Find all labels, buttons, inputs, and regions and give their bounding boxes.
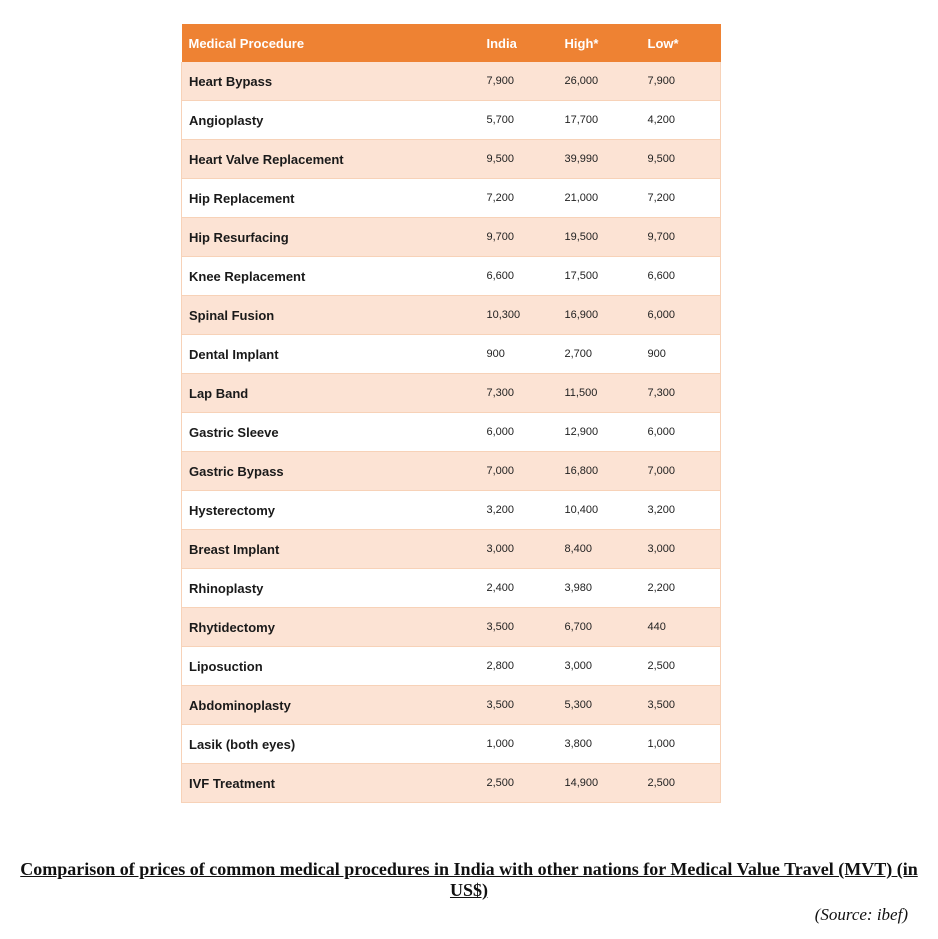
procedure-cell: Lasik (both eyes) — [182, 725, 480, 764]
low-price-cell: 9,700 — [641, 218, 721, 257]
low-price-cell: 7,300 — [641, 374, 721, 413]
high-price-cell: 10,400 — [558, 491, 641, 530]
india-price-cell: 9,500 — [480, 140, 558, 179]
table-row — [182, 530, 721, 569]
india-price-cell: 3,000 — [480, 530, 558, 569]
low-price-cell: 6,000 — [641, 296, 721, 335]
high-price-cell: 6,700 — [558, 608, 641, 647]
india-price-cell: 6,000 — [480, 413, 558, 452]
india-price-cell: 9,700 — [480, 218, 558, 257]
table-caption: Comparison of prices of common medical procedures in India with other nations for Medical Value Travel (MVT) (in US$) — [20, 859, 918, 900]
table-row — [182, 179, 721, 218]
table-row — [182, 491, 721, 530]
india-price-cell: 6,600 — [480, 257, 558, 296]
india-price-cell: 2,500 — [480, 764, 558, 803]
high-price-cell: 16,800 — [558, 452, 641, 491]
low-price-cell: 3,500 — [641, 686, 721, 725]
table-row — [182, 647, 721, 686]
price-comparison-table-container — [181, 24, 720, 803]
table-row — [182, 257, 721, 296]
high-price-cell: 12,900 — [558, 413, 641, 452]
table-row — [182, 608, 721, 647]
table-row — [182, 413, 721, 452]
table-row — [182, 101, 721, 140]
high-price-cell: 21,000 — [558, 179, 641, 218]
high-price-cell: 8,400 — [558, 530, 641, 569]
low-price-cell: 7,200 — [641, 179, 721, 218]
high-price-cell: 26,000 — [558, 62, 641, 101]
india-price-cell: 3,500 — [480, 686, 558, 725]
low-price-cell: 7,900 — [641, 62, 721, 101]
low-price-cell: 9,500 — [641, 140, 721, 179]
high-price-cell: 3,000 — [558, 647, 641, 686]
procedure-cell: Dental Implant — [182, 335, 480, 374]
procedure-cell: Hysterectomy — [182, 491, 480, 530]
india-price-cell: 3,500 — [480, 608, 558, 647]
table-header — [182, 24, 721, 62]
india-price-cell: 7,000 — [480, 452, 558, 491]
high-price-cell: 17,700 — [558, 101, 641, 140]
low-price-cell: 440 — [641, 608, 721, 647]
table-row — [182, 569, 721, 608]
low-price-cell: 2,500 — [641, 764, 721, 803]
high-price-cell: 5,300 — [558, 686, 641, 725]
procedure-cell: Breast Implant — [182, 530, 480, 569]
india-price-cell: 2,800 — [480, 647, 558, 686]
india-price-cell: 7,900 — [480, 62, 558, 101]
table-row — [182, 374, 721, 413]
india-price-cell: 3,200 — [480, 491, 558, 530]
low-price-cell: 1,000 — [641, 725, 721, 764]
low-price-cell: 6,000 — [641, 413, 721, 452]
table-row — [182, 140, 721, 179]
header-low: Low* — [641, 24, 721, 62]
high-price-cell: 16,900 — [558, 296, 641, 335]
low-price-cell: 3,200 — [641, 491, 721, 530]
high-price-cell: 17,500 — [558, 257, 641, 296]
procedure-cell: Spinal Fusion — [182, 296, 480, 335]
procedure-cell: Lap Band — [182, 374, 480, 413]
table-row — [182, 725, 721, 764]
procedure-cell: Rhinoplasty — [182, 569, 480, 608]
low-price-cell: 900 — [641, 335, 721, 374]
procedure-cell: Angioplasty — [182, 101, 480, 140]
india-price-cell: 5,700 — [480, 101, 558, 140]
high-price-cell: 14,900 — [558, 764, 641, 803]
price-comparison-table — [181, 24, 721, 803]
table-row — [182, 62, 721, 101]
high-price-cell: 3,980 — [558, 569, 641, 608]
high-price-cell: 39,990 — [558, 140, 641, 179]
procedure-cell: Gastric Bypass — [182, 452, 480, 491]
table-row — [182, 335, 721, 374]
table-row — [182, 452, 721, 491]
header-medical-procedure: Medical Procedure — [182, 24, 480, 62]
india-price-cell: 2,400 — [480, 569, 558, 608]
procedure-cell: Heart Valve Replacement — [182, 140, 480, 179]
table-row — [182, 296, 721, 335]
india-price-cell: 1,000 — [480, 725, 558, 764]
procedure-cell: Heart Bypass — [182, 62, 480, 101]
table-row — [182, 764, 721, 803]
high-price-cell: 3,800 — [558, 725, 641, 764]
source-note: (Source: ibef) — [814, 905, 908, 924]
procedure-cell: Liposuction — [182, 647, 480, 686]
india-price-cell: 7,300 — [480, 374, 558, 413]
high-price-cell: 19,500 — [558, 218, 641, 257]
india-price-cell: 10,300 — [480, 296, 558, 335]
low-price-cell: 2,200 — [641, 569, 721, 608]
low-price-cell: 4,200 — [641, 101, 721, 140]
india-price-cell: 7,200 — [480, 179, 558, 218]
procedure-cell: Rhytidectomy — [182, 608, 480, 647]
high-price-cell: 11,500 — [558, 374, 641, 413]
procedure-cell: Abdominoplasty — [182, 686, 480, 725]
procedure-cell: IVF Treatment — [182, 764, 480, 803]
table-row — [182, 218, 721, 257]
procedure-cell: Knee Replacement — [182, 257, 480, 296]
low-price-cell: 3,000 — [641, 530, 721, 569]
header-high: High* — [558, 24, 641, 62]
table-header-row — [182, 24, 721, 62]
low-price-cell: 7,000 — [641, 452, 721, 491]
table-row — [182, 686, 721, 725]
low-price-cell: 6,600 — [641, 257, 721, 296]
procedure-cell: Hip Replacement — [182, 179, 480, 218]
procedure-cell: Gastric Sleeve — [182, 413, 480, 452]
procedure-cell: Hip Resurfacing — [182, 218, 480, 257]
table-body — [182, 62, 721, 803]
header-india: India — [480, 24, 558, 62]
india-price-cell: 900 — [480, 335, 558, 374]
low-price-cell: 2,500 — [641, 647, 721, 686]
high-price-cell: 2,700 — [558, 335, 641, 374]
